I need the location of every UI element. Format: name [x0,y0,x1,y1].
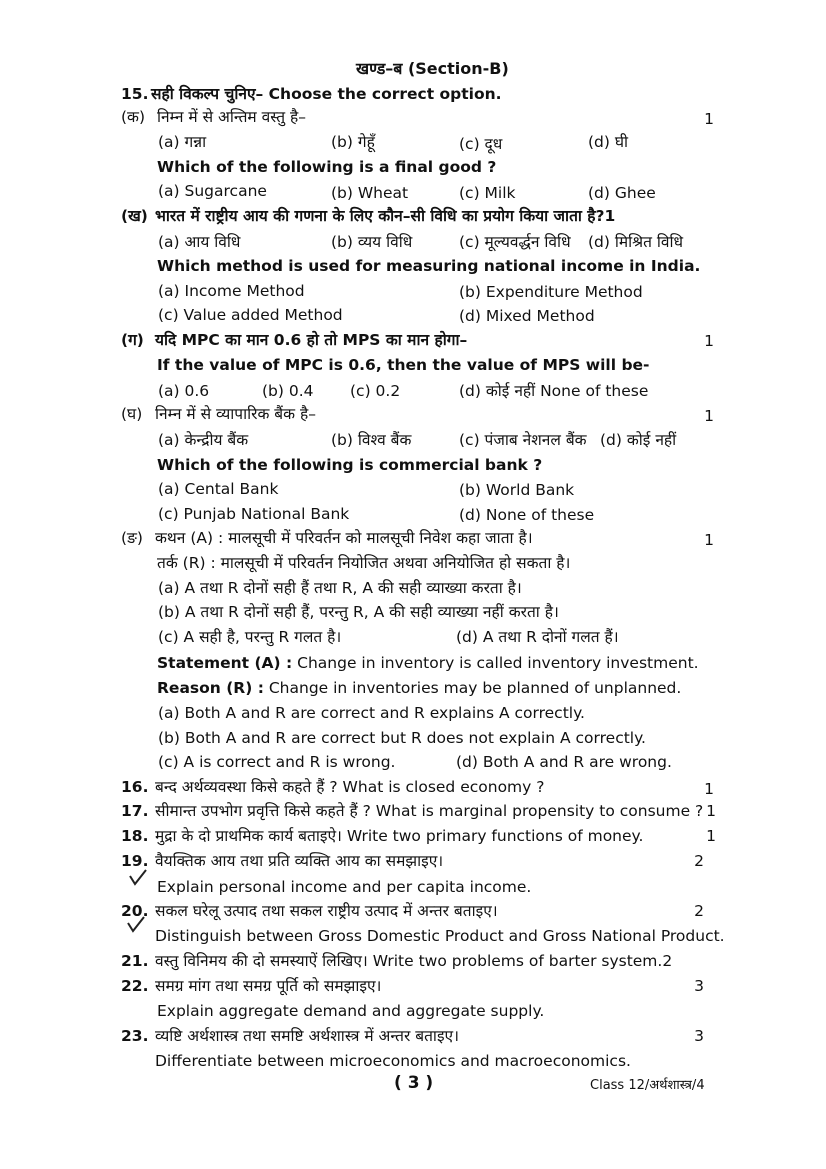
q15-nga-hopt-d: (d) A तथा R दोनों गलत हैं। [456,628,619,646]
q15-ga-marks: 1 [704,332,714,350]
q15-gha-eopt-a: (a) Cental Bank [158,480,279,498]
footer-code: Class 12/अर्थशास्त्र/4 [590,1078,705,1093]
q16-marks: 1 [704,780,714,798]
q15-nga-marks: 1 [704,531,714,549]
q15-gha-english: Which of the following is commercial bank ? [157,456,543,474]
pen-tick-icon [126,915,146,935]
q15-kha-eopt-c: (c) Value added Method [158,306,343,324]
q15-nga-eopt-a: (a) Both A and R are correct and R explains A correctly. [158,704,585,722]
q23-marks: 3 [694,1027,704,1045]
q15-ka-english: Which of the following is a final good ? [157,158,497,176]
q22-hindi: समग्र मांग तथा समग्र पूर्ति को समझाइए। [155,977,382,995]
q15-ga-label: (ग) [121,331,144,349]
q15-kha-label: (ख) [121,207,148,225]
q15-gha-marks: 1 [704,407,714,425]
q15-kha-hopt-c: (c) मूल्यवर्द्धन विधि [459,233,571,251]
q15-ga-hindi: यदि MPC का मान 0.6 हो तो MPS का मान होगा– [155,331,468,349]
q15-gha-hopt-a: (a) केन्द्रीय बैंक [158,431,249,449]
q15-kha-eopt-a: (a) Income Method [158,282,305,300]
q15-ka-marks: 1 [704,110,714,128]
q15-kha-hopt-a: (a) आय विधि [158,233,241,251]
q15-kha-hopt-b: (b) व्यय विधि [331,233,413,251]
q22-english: Explain aggregate demand and aggregate supply. [157,1002,545,1020]
q15-instruction: सही विकल्प चुनिए– Choose the correct option. [151,85,502,103]
q22-marks: 3 [694,977,704,995]
page-number: ( 3 ) [394,1073,434,1093]
q17-text: सीमान्त उपभोग प्रवृत्ति किसे कहते हैं ? What is marginal propensity to consume ? [155,802,704,820]
q20-hindi: सकल घरेलू उत्पाद तथा सकल राष्ट्रीय उत्पाद में अन्तर बताइए। [155,902,498,920]
q15-ka-hopt-c: (c) दूध [459,135,503,153]
q15-kha-hindi: भारत में राष्ट्रीय आय की गणना के लिए कौन–सी विधि का प्रयोग किया जाता है?1 [155,207,616,225]
q15-nga-statement-english: Change in inventory is called inventory investment. [297,654,699,672]
q16-text: बन्द अर्थव्यवस्था किसे कहते हैं ? What is closed economy ? [155,778,545,796]
q15-nga-hopt-b: (b) A तथा R दोनों सही हैं, परन्तु R, A की सही व्याख्या नहीं करता है। [158,603,559,621]
q15-nga-reason-label: Reason (R) : [157,679,264,697]
q16-number: 16. [121,778,149,796]
q15-kha-english: Which method is used for measuring national income in India. [157,257,701,275]
q15-gha-hopt-d: (d) कोई नहीं [600,431,677,449]
q15-ga-opt-c: (c) 0.2 [350,382,401,400]
q15-ka-hindi: निम्न में से अन्तिम वस्तु है– [157,108,307,126]
q15-ga-opt-a: (a) 0.6 [158,382,210,400]
q23-number: 23. [121,1027,149,1045]
q17-marks: 1 [706,802,716,820]
q19-number: 19. [121,852,149,870]
q15-nga-hopt-c: (c) A सही है, परन्तु R गलत है। [158,628,342,646]
q15-ka-eopt-a: (a) Sugarcane [158,182,267,200]
q15-gha-hopt-b: (b) विश्व बैंक [331,431,412,449]
q15-ka-label: (क) [121,108,145,126]
q15-nga-eopt-b: (b) Both A and R are correct but R does not explain A correctly. [158,729,646,747]
q15-number: 15. [121,85,149,103]
q15-ka-eopt-c: (c) Milk [459,184,516,202]
q19-english: Explain personal income and per capita income. [157,878,532,896]
pen-tick-icon [128,868,148,888]
q21-number: 21. [121,952,149,970]
q15-nga-statement-label: Statement (A) : [157,654,293,672]
q15-gha-eopt-c: (c) Punjab National Bank [158,505,350,523]
q15-ga-english: If the value of MPC is 0.6, then the value of MPS will be- [157,356,650,374]
q22-number: 22. [121,977,149,995]
q15-kha-eopt-d: (d) Mixed Method [459,307,595,325]
q20-number: 20. [121,902,149,920]
q15-kha-hopt-d: (d) मिश्रित विधि [588,233,684,251]
q23-english: Differentiate between microeconomics and macroeconomics. [155,1052,631,1070]
q15-nga-reason-english: Change in inventories may be planned of unplanned. [268,679,682,697]
q15-kha-eopt-b: (b) Expenditure Method [459,283,643,301]
q15-ka-hopt-b: (b) गेहूँ [331,133,375,151]
q15-nga-reason-hindi: तर्क (R) : मालसूची में परिवर्तन नियोजित अथवा अनियोजित हो सकता है। [157,554,571,572]
q18-number: 18. [121,827,149,845]
q20-english: Distinguish between Gross Domestic Product and Gross National Product. [155,927,725,945]
q15-nga-eopt-d: (d) Both A and R are wrong. [456,753,672,771]
q15-ka-eopt-b: (b) Wheat [331,184,409,202]
q15-gha-hopt-c: (c) पंजाब नेशनल बैंक [459,431,587,449]
q15-ka-eopt-d: (d) Ghee [588,184,656,202]
q18-text: मुद्रा के दो प्राथमिक कार्य बताइऐ। Write two primary functions of money. [155,827,644,845]
q19-marks: 2 [694,852,704,870]
q19-hindi: वैयक्तिक आय तथा प्रति व्यक्ति आय का समझाइए। [155,852,444,870]
q20-marks: 2 [694,902,704,920]
q15-ga-opt-d: (d) कोई नहीं None of these [459,382,649,400]
q17-number: 17. [121,802,149,820]
q15-ga-opt-b: (b) 0.4 [262,382,314,400]
q15-nga-hopt-a: (a) A तथा R दोनों सही हैं तथा R, A की सही व्याख्या करता है। [158,579,522,597]
section-header: खण्ड–ब (Section-B) [356,59,509,78]
q15-gha-hindi: निम्न में से व्यापारिक बैंक है– [155,405,316,423]
q15-gha-label: (घ) [121,405,143,423]
q23-hindi: व्यष्टि अर्थशास्त्र तथा समष्टि अर्थशास्त्र में अन्तर बताइए। [155,1027,460,1045]
q15-nga-label: (ङ) [121,529,143,547]
q15-ka-hopt-a: (a) गन्ना [158,133,207,151]
q18-marks: 1 [706,827,716,845]
q15-gha-eopt-d: (d) None of these [459,506,595,524]
q15-nga-statement-hindi: कथन (A) : मालसूची में परिवर्तन को मालसूची निवेश कहा जाता है। [155,529,533,547]
q21-text: वस्तु विनिमय की दो समस्याऐं लिखिए। Write two problems of barter system.2 [155,952,673,970]
q15-nga-eopt-c: (c) A is correct and R is wrong. [158,753,396,771]
q15-gha-eopt-b: (b) World Bank [459,481,575,499]
q15-ka-hopt-d: (d) घी [588,133,629,151]
